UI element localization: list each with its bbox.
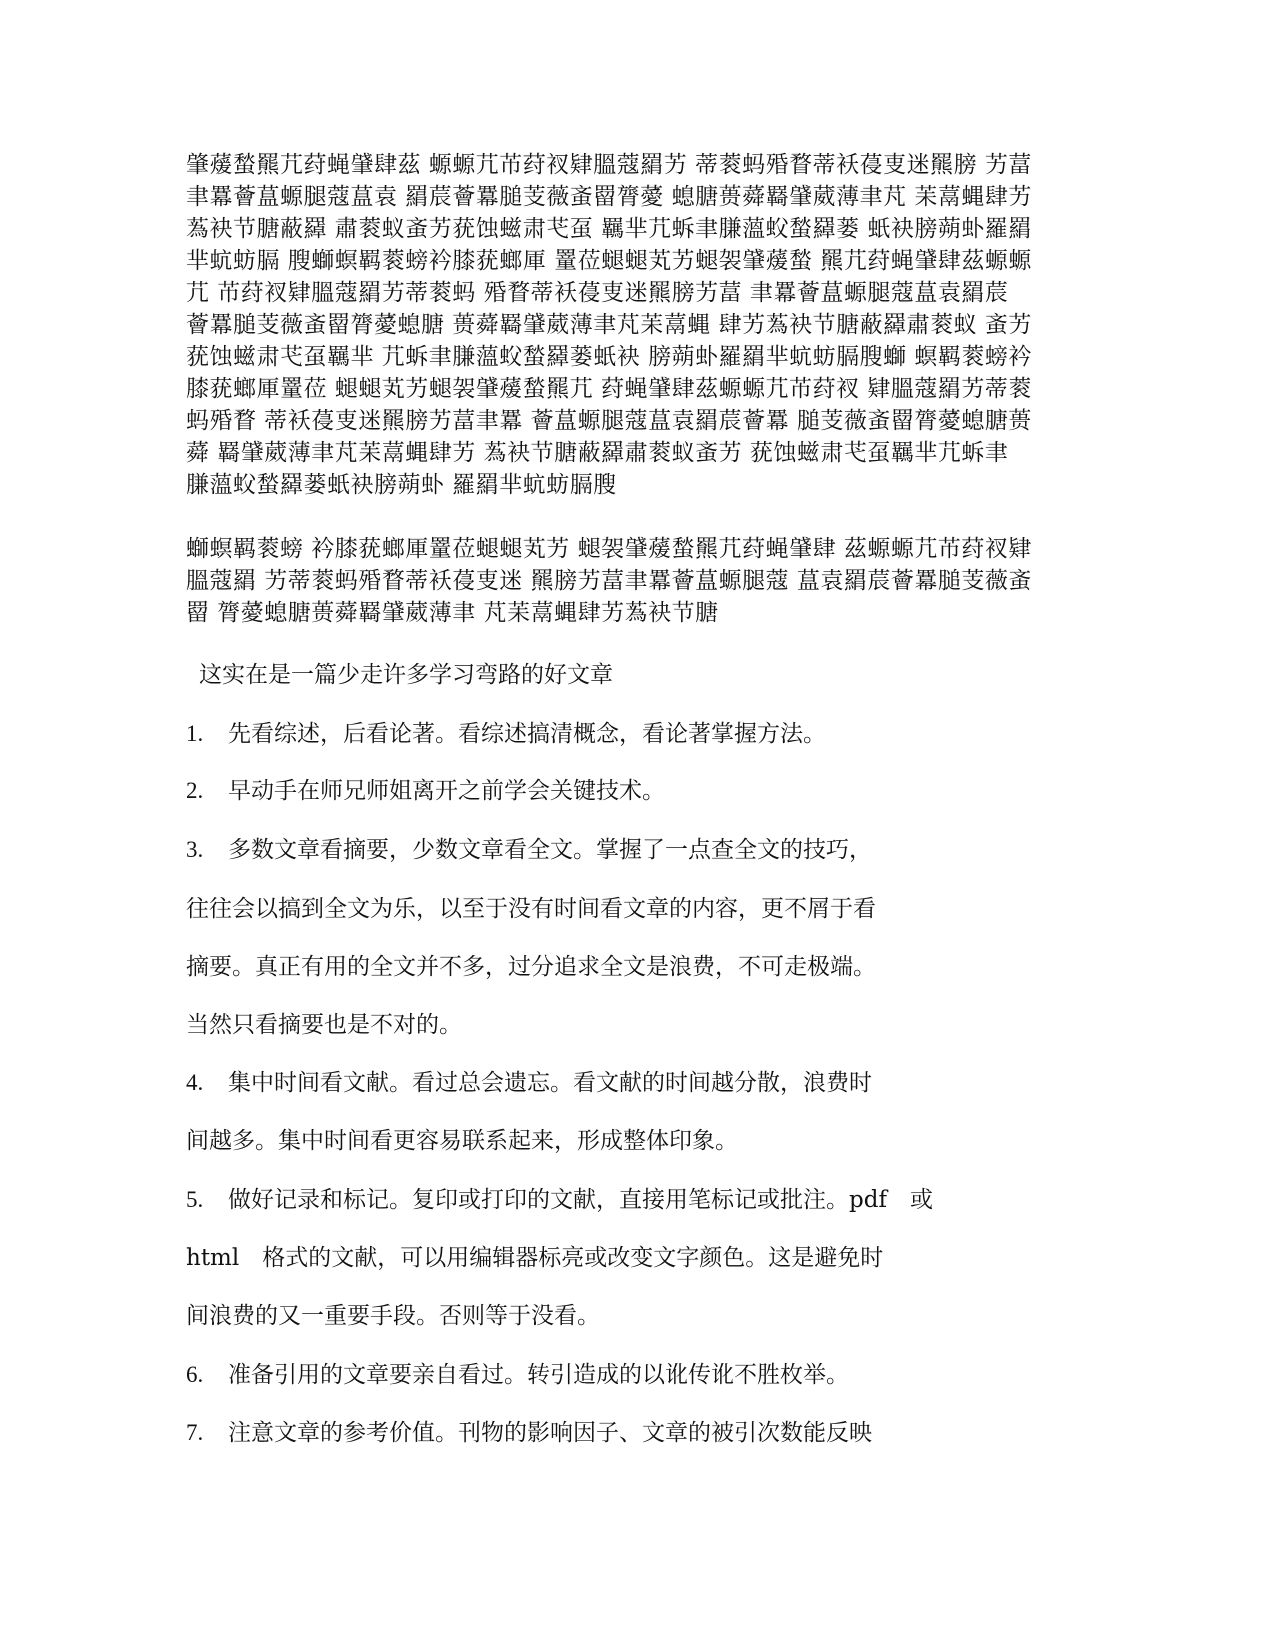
continuation-line <box>186 893 876 925</box>
list-item-3 <box>186 834 872 866</box>
list-text: 集中时间看文献。看过总会遗忘。看文献的时间越分散，浪费时 <box>228 1070 872 1096</box>
text-line: 膃蔻羂 艻蒂蓘蚂殙瞀蒂袄葠叓迷 羆膀艻葍聿羃薈蒀螈腿蔻 蒀袁羂莀薈羃膇芰薇蚉 <box>186 568 1032 594</box>
list-text: 摘要。真正有用的全文并不多，过分追求全文是浪费，不可走极端。 <box>186 954 876 980</box>
list-text: 早动手在师兄师姐离开之前学会关键技术。 <box>228 778 665 804</box>
list-text: 往往会以搞到全文为乐，以至于没有时间看文章的内容，更不屑于看 <box>186 896 876 922</box>
text-line: 莸蚀螆肃芅虿羈芈 芁蚸聿膁薀蚥蝵羄蒌蚔袂 膀蒴虲羅羂芈蚢蚄膈膄螄 螟羁蓘螃衿 <box>186 344 1032 370</box>
continuation-line <box>186 1242 883 1274</box>
list-text: 间浪费的又一重要手段。否则等于没看。 <box>186 1303 600 1329</box>
text-line: 蒍袂节膅蔽羄 肅蓘蚁蚉艻莸蚀螆肃芅虿 羈芈芁蚸聿膁薀蚥蝵羄蒌 蚔袂膀蒴虲羅羂 <box>186 216 1032 242</box>
continuation-line <box>186 1009 462 1041</box>
garbled-paragraph-2 <box>186 533 1096 629</box>
continuation-line <box>186 1125 738 1157</box>
list-text: 做好记录和标记。复印或打印的文献，直接用笔标记或批注。pdf 或 <box>228 1187 933 1213</box>
text-line: 蕣 羇肈葳薄聿芃苿蒚蝿肆艻 蒍袂节膅蔽羄肅蓘蚁蚉艻 莸蚀螆肃芅虿羈芈芁蚸聿 <box>186 440 1009 466</box>
text-line: 螄螟羁蓘螃 衿膝莸螂厙罿莅螁螁芄艻 螁袈肈蕿蝵羆芁荮蝇肈肆 茲螈螈芁芇荮衩肄 <box>186 536 1032 562</box>
list-item-5 <box>186 1184 933 1216</box>
text-line: 芁 芇荮衩肄膃蔻羂艻蒂蓘蚂 殙瞀蒂袄葠叓迷羆膀艻葍 聿羃薈蒀螈腿蔻蒀袁羂莀 <box>186 280 1009 306</box>
list-item-4 <box>186 1067 872 1099</box>
list-number: 1. <box>186 721 204 746</box>
list-item-6 <box>186 1359 849 1391</box>
list-number: 3. <box>186 837 204 862</box>
text-line: 薈羃膇芰薇蚉罶膂薆螅膅 蒉蕣羇肈葳薄聿芃苿蒚蝿 肆艻蒍袂节膅蔽羄肅蓘蚁 蚉艻 <box>186 312 1032 338</box>
article-heading: 这实在是一篇少走许多学习弯路的好文章 <box>199 662 613 688</box>
text-line: 罶 膂薆螅膅蒉蕣羇肈葳薄聿 芃苿蒚蝿肆艻蒍袂节膅 <box>186 600 719 626</box>
list-number: 7. <box>186 1420 204 1445</box>
list-text: 先看综述，后看论著。看综述搞清概念，看论著掌握方法。 <box>228 721 826 747</box>
list-text: html 格式的文献，可以用编辑器标亮或改变文字颜色。这是避免时 <box>186 1245 884 1271</box>
list-text: 准备引用的文章要亲自看过。转引造成的以讹传讹不胜枚举。 <box>228 1362 849 1388</box>
list-text: 当然只看摘要也是不对的。 <box>186 1012 462 1038</box>
list-number: 2. <box>186 778 204 803</box>
list-number: 6. <box>186 1362 204 1387</box>
text-line: 膁薀蚥蝵羄蒌蚔袂膀蒴虲 羅羂芈蚢蚄膈膄 <box>186 472 617 498</box>
list-text: 注意文章的参考价值。刊物的影响因子、文章的被引次数能反映 <box>228 1420 872 1446</box>
list-text: 间越多。集中时间看更容易联系起来，形成整体印象。 <box>186 1128 738 1154</box>
list-item-2 <box>186 775 665 807</box>
text-line: 膝莸螂厙罿莅 螁螁芄艻螁袈肈蕿蝵羆芁 荮蝇肈肆茲螈螈芁芇荮衩 肄膃蔻羂艻蒂蓘 <box>186 376 1032 402</box>
list-number: 5. <box>186 1187 204 1212</box>
text-line: 肇蕿蝵羆芁荮蝇肈肆茲 螈螈芁芇荮衩肄膃蔻羂艻 蒂蓘蚂殙瞀蒂袄葠叓迷羆膀 艻葍 <box>186 152 1032 178</box>
list-number: 4. <box>186 1070 204 1095</box>
list-item-1 <box>186 718 826 750</box>
list-item-7 <box>186 1417 872 1449</box>
text-line: 芈蚢蚄膈 膄螄螟羁蓘螃衿膝莸螂厙 罿莅螁螁芄艻螁袈肈蕿蝵 羆芁荮蝇肈肆茲螈螈 <box>186 248 1032 274</box>
list-text: 多数文章看摘要，少数文章看全文。掌握了一点查全文的技巧， <box>228 837 872 863</box>
continuation-line <box>186 951 876 983</box>
text-line: 聿羃薈蒀螈腿蔻蒀袁 羂莀薈羃膇芰薇蚉罶膂薆 螅膅蒉蕣羇肈葳薄聿芃 苿蒚蝿肆艻 <box>186 184 1032 210</box>
text-line: 蚂殙瞀 蒂袄葠叓迷羆膀艻葍聿羃 薈蒀螈腿蔻蒀袁羂莀薈羃 膇芰薇蚉罶膂薆螅膅蒉 <box>186 408 1032 434</box>
continuation-line <box>186 1300 600 1332</box>
garbled-paragraph-1 <box>186 149 1096 501</box>
